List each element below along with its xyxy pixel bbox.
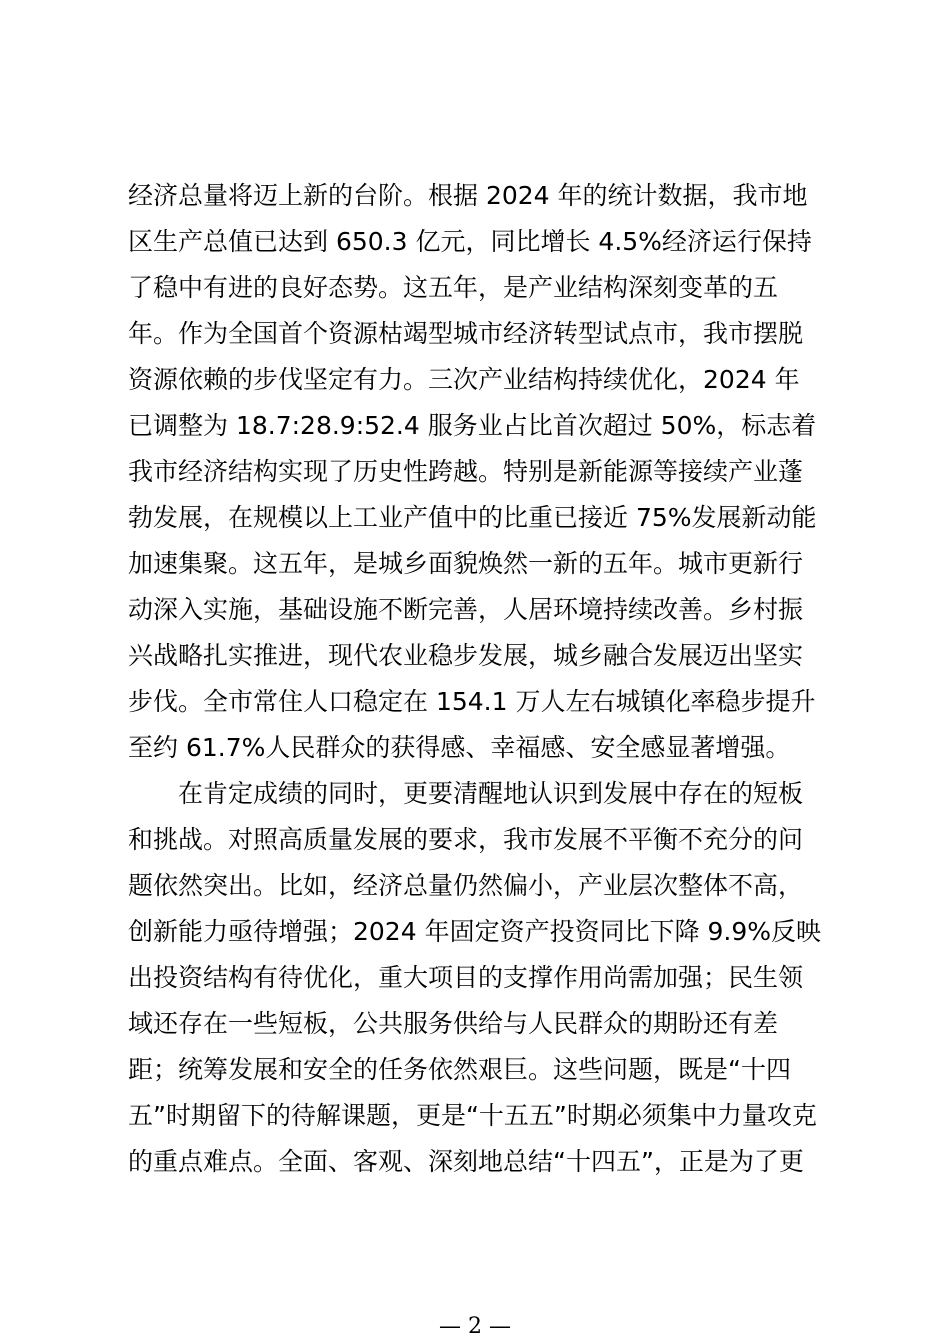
text-line: 和挑战。对照高质量发展的要求，我市发展不平衡不充分的问 [128, 825, 804, 854]
text-line: 距；统筹发展和安全的任务依然艰巨。这些问题，既是“十四 [128, 1055, 791, 1084]
text-line: 动深入实施，基础设施不断完善，人居环境持续改善。乡村振 [128, 595, 804, 624]
text-line: 题依然突出。比如，经济总量仍然偏小，产业层次整体不高， [128, 871, 804, 900]
text-line: 勃发展，在规模以上工业产值中的比重已接近 75%发展新动能 [128, 503, 817, 532]
text-line: 年。作为全国首个资源枯竭型城市经济转型试点市，我市摆脱 [128, 319, 804, 348]
paragraph-first-line: 在肯定成绩的同时，更要清醒地认识到发展中存在的短板 [178, 779, 804, 808]
text-line: 创新能力亟待增强；2024 年固定资产投资同比下降 9.9%反映 [128, 917, 822, 946]
text-line: 加速集聚。这五年，是城乡面貌焕然一新的五年。城市更新行 [128, 549, 804, 578]
text-line: 资源依赖的步伐坚定有力。三次产业结构持续优化，2024 年 [128, 365, 800, 394]
text-line: 出投资结构有待优化，重大项目的支撑作用尚需加强；民生领 [128, 963, 804, 992]
text-line: 至约 61.7%人民群众的获得感、幸福感、安全感显著增强。 [128, 733, 791, 762]
text-line: 的重点难点。全面、客观、深刻地总结“十四五”，正是为了更 [128, 1147, 804, 1176]
text-line: 经济总量将迈上新的台阶。根据 2024 年的统计数据，我市地 [128, 181, 808, 210]
page-number: — 2 — [439, 1314, 511, 1339]
text-line: 兴战略扎实推进，现代农业稳步发展，城乡融合发展迈出坚实 [128, 641, 804, 670]
text-line: 我市经济结构实现了历史性跨越。特别是新能源等接续产业蓬 [128, 457, 804, 486]
text-line: 域还存在一些短板，公共服务供给与人民群众的期盼还有差 [128, 1009, 779, 1038]
text-line: 五”时期留下的待解课题，更是“十五五”时期必须集中力量攻克 [128, 1101, 817, 1130]
text-line: 步伐。全市常住人口稳定在 154.1 万人左右城镇化率稳步提升 [128, 687, 816, 716]
text-line: 区生产总值已达到 650.3 亿元，同比增长 4.5%经济运行保持 [128, 227, 812, 256]
text-line: 了稳中有进的良好态势。这五年，是产业结构深刻变革的五 [128, 273, 779, 302]
text-line: 已调整为 18.7:28.9:52.4 服务业占比首次超过 50%，标志着 [128, 411, 817, 440]
